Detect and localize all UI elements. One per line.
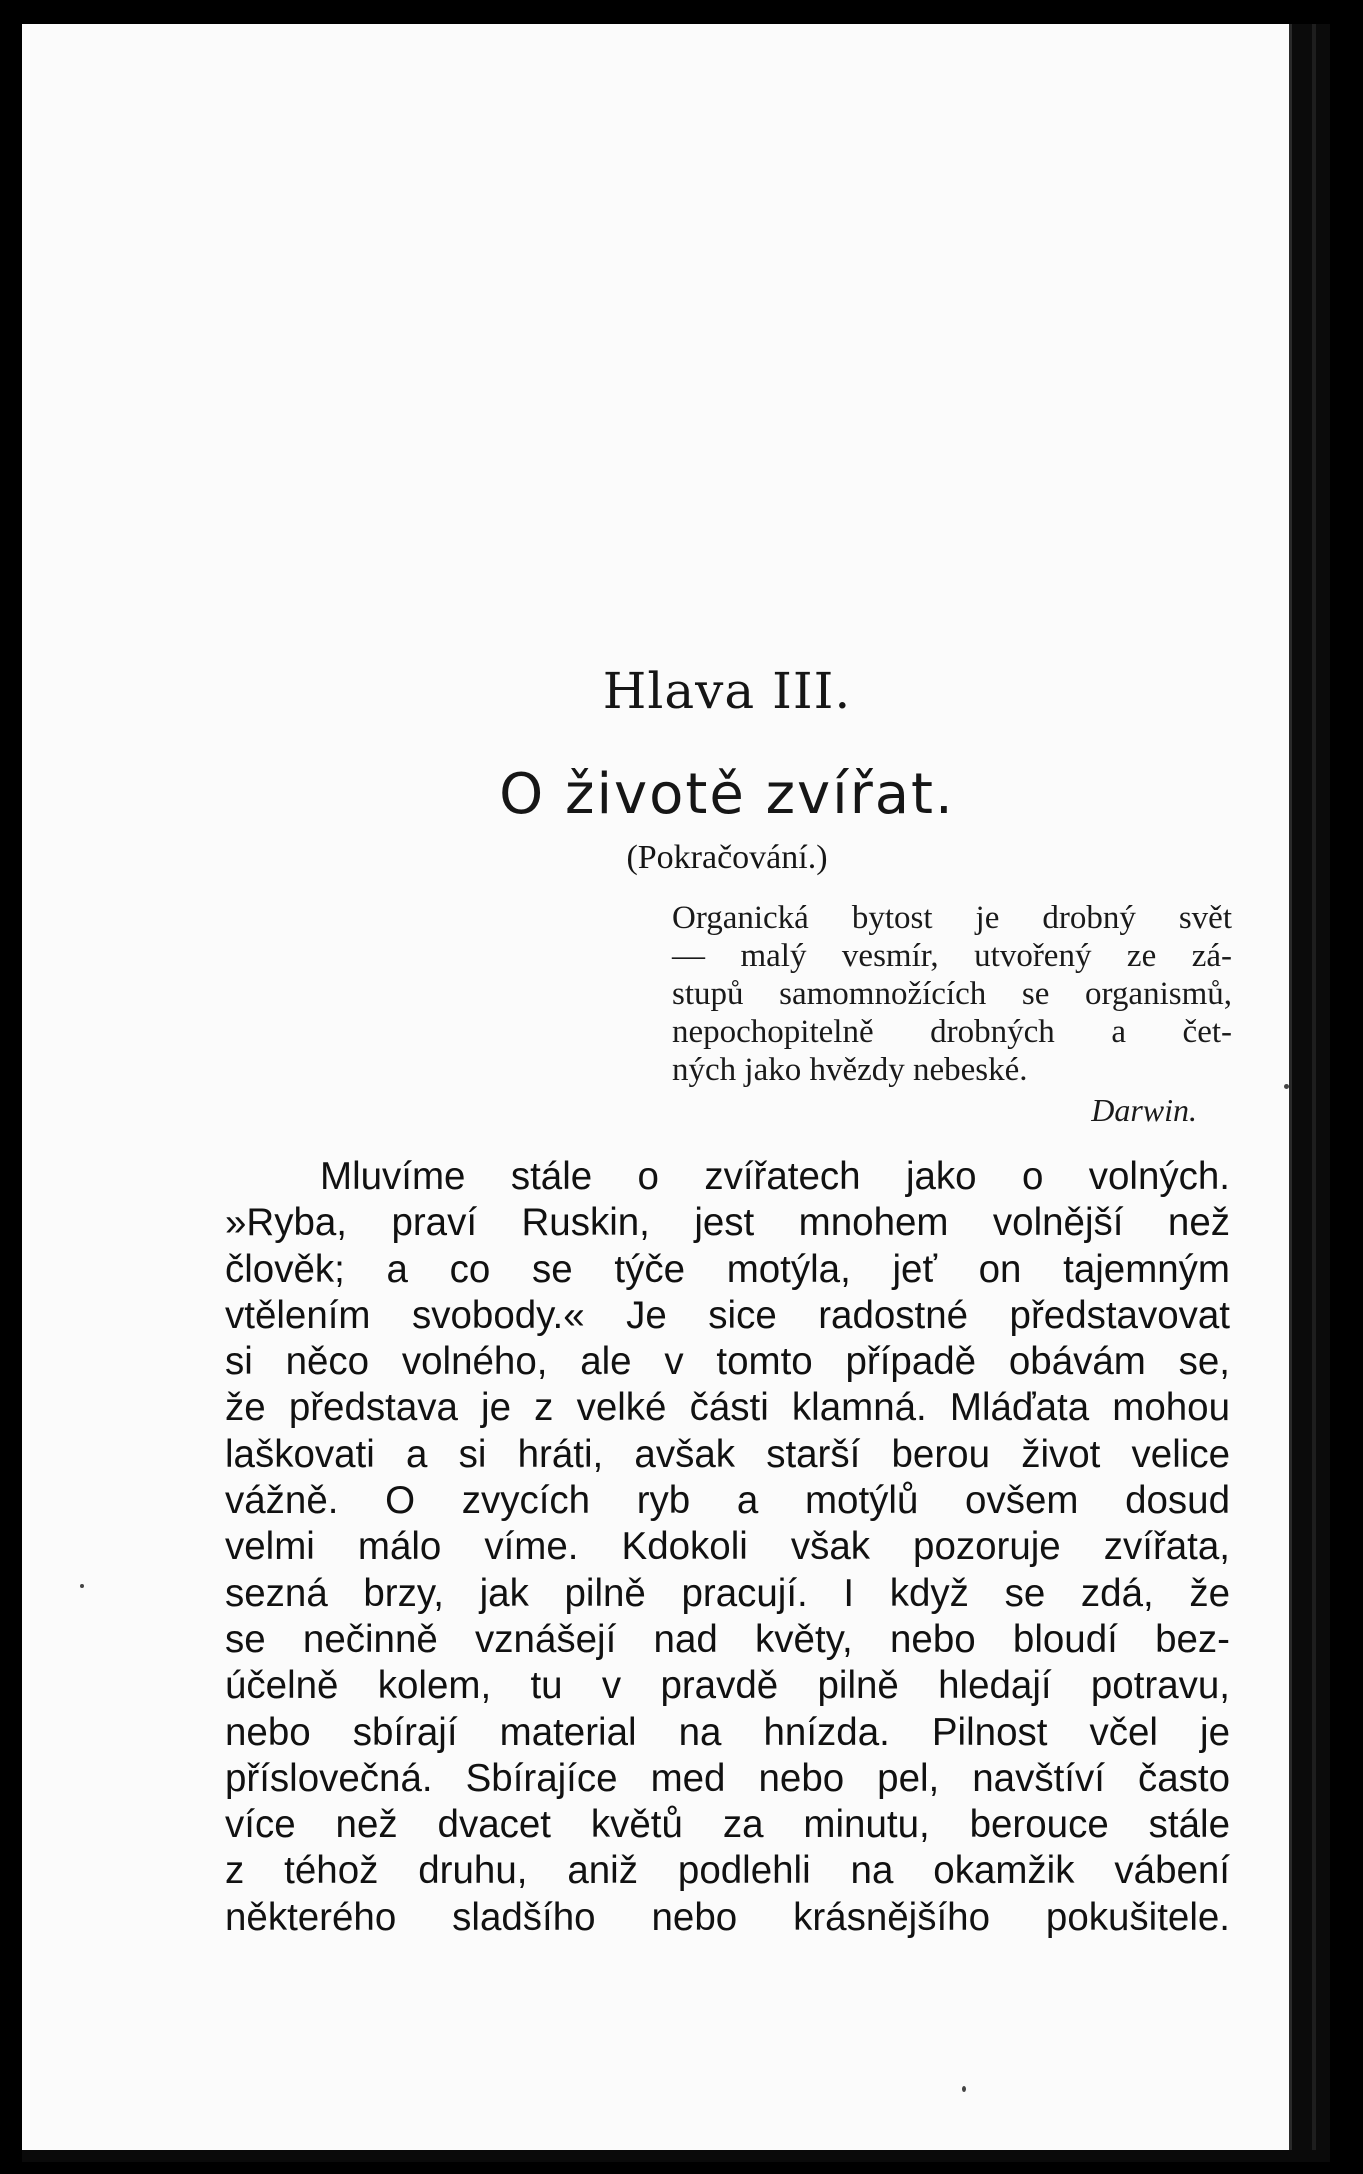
body-paragraph [225, 1154, 1230, 1941]
body-line: vtělením svobody.« Je sice radostné představovat [225, 1293, 1230, 1337]
epigraph [672, 899, 1232, 1129]
body-line: že představa je z velké části klamná. Mláďata mohou [225, 1386, 1230, 1430]
body-line: člověk; a co se týče motýla, jeť on tajemným [225, 1247, 1230, 1291]
body-line: »Ryba, praví Ruskin, jest mnohem volnější než [225, 1201, 1230, 1245]
page-edge-shadow [1289, 24, 1330, 2162]
epigraph-line: Organická bytost je drobný svět [672, 900, 1232, 936]
chapter-label: Hlava III. [602, 662, 852, 720]
body-line: některého sladšího nebo krásnějšího pokušitele. [225, 1895, 1230, 1939]
epigraph-line: stupů samomnožících se organismů, [672, 976, 1232, 1012]
epigraph-line: nepochopitelně drobných a čet- [672, 1014, 1232, 1050]
page-bottom-edge [22, 2150, 1330, 2162]
body-line: účelně kolem, tu v pravdě pilně hledají potravu, [225, 1664, 1230, 1708]
chapter-title: O životě zvířat. [499, 762, 955, 827]
epigraph-line: — malý vesmír, utvořený ze zá- [672, 938, 1232, 974]
epigraph-author: Darwin. [1091, 1092, 1197, 1128]
body-line: velmi málo víme. Kdokoli však pozoruje zvířata, [225, 1525, 1230, 1569]
page-edge-line [1312, 24, 1316, 2162]
body-line: vážně. O zvycích ryb a motýlů ovšem dosud [225, 1479, 1230, 1523]
body-line: příslovečná. Sbírajíce med nebo pel, navštíví často [225, 1756, 1230, 1800]
epigraph-line: ných jako hvězdy nebeské. [672, 1052, 1028, 1088]
body-line: z téhož druhu, aniž podlehli na okamžik vábení [225, 1849, 1230, 1893]
body-line: si něco volného, ale v tomto případě obávám se, [225, 1340, 1230, 1384]
paper-speck [80, 1584, 84, 1588]
paper-speck [962, 2086, 966, 2092]
book-page [22, 24, 1330, 2162]
body-line: Mluvíme stále o zvířatech jako o volných. [320, 1155, 1230, 1198]
chapter-subtitle: (Pokračování.) [626, 839, 828, 876]
body-line: laškovati a si hráti, avšak starší berou život velice [225, 1432, 1230, 1476]
body-line: více než dvacet květů za minutu, berouce stále [225, 1803, 1230, 1847]
body-line: nebo sbírají material na hnízda. Pilnost včel je [225, 1710, 1230, 1754]
body-line: se nečinně vznášejí nad květy, nebo bloudí bez- [225, 1617, 1230, 1661]
body-line: sezná brzy, jak pilně pracují. I když se zdá, že [225, 1571, 1230, 1615]
